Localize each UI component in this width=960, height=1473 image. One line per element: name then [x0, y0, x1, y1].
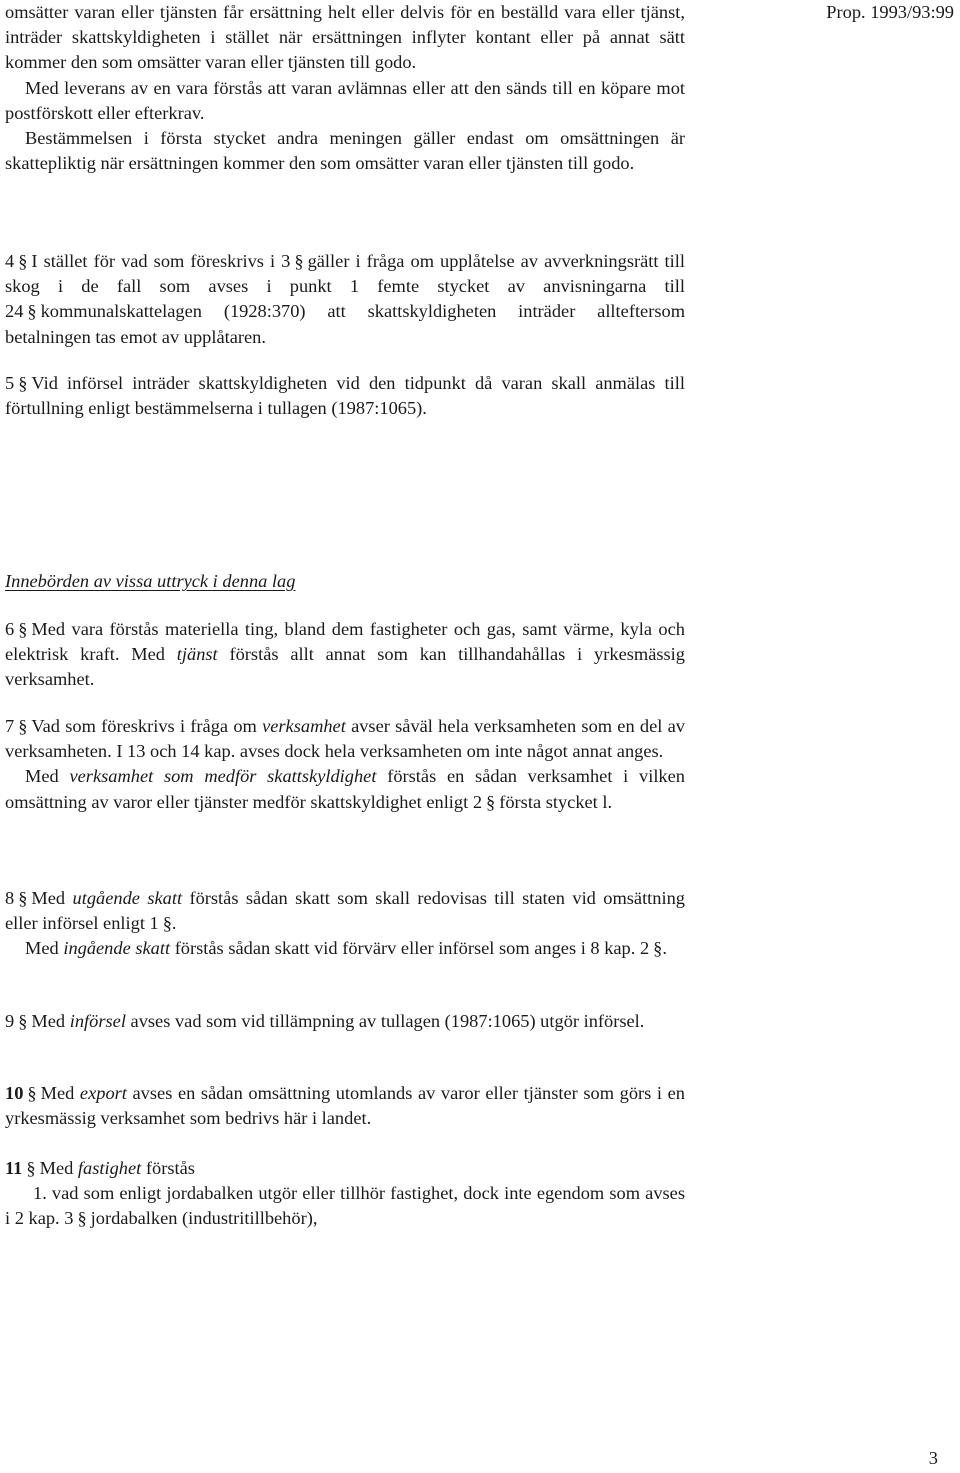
section-5 [5, 371, 685, 421]
section-number: 11 [5, 1158, 23, 1178]
section-symbol: § [27, 301, 37, 322]
text: avses en sådan omsättning utomlands av varor eller tjänster som görs i en yrkesmässig verksamhet som bedrivs här i landet. [5, 1083, 685, 1129]
text: I stället för vad som föreskrivs i 3 [31, 251, 291, 271]
section-number: 8 [5, 888, 15, 908]
section-number: 9 [5, 1011, 15, 1031]
text: Med [25, 938, 59, 959]
section-4 [5, 249, 685, 350]
section-number: 10 [5, 1083, 24, 1103]
text: Med vara förstås materiella ting, bland dem fastigheter och gas, samt värme, kyla och elektrisk kraft. Med [5, 619, 685, 665]
paragraph [5, 1009, 685, 1034]
section-symbol: § [77, 1208, 87, 1229]
paragraph [5, 714, 685, 764]
text: . [662, 938, 667, 959]
text: förstås allt annat som kan tillhandahållas i yrkesmässig verksamhet. [5, 644, 685, 690]
section-symbol: § [294, 251, 304, 271]
section-number: 7 [5, 716, 15, 736]
section-symbol: § [26, 1158, 36, 1178]
text: förstås sådan skatt som skall redovisas till staten vid omsättning eller införsel enligt 1 [5, 888, 685, 934]
section-symbol: § [18, 251, 28, 271]
section-11 [5, 1156, 685, 1232]
section-9 [5, 1009, 685, 1034]
defined-term: export [79, 1083, 127, 1103]
paragraph [5, 764, 685, 814]
section-symbol: § [18, 373, 28, 393]
paragraph [5, 1156, 685, 1181]
text: . [171, 913, 177, 934]
text: Vid införsel inträder skattskyldigheten vid den tidpunkt då varan skall anmälas till förtullning enligt bestämmelserna i tullagen (1987:1065). [5, 373, 685, 419]
text: förstås [145, 1158, 195, 1178]
paragraph: Med leverans av en vara förstås att varan avlämnas eller att den sänds till en köpare mot postförskott eller efterkrav. [5, 77, 685, 123]
section-number: 4 [5, 251, 15, 271]
defined-term: införsel [69, 1011, 126, 1031]
text: förstås sådan skatt vid förvärv eller införsel som anges i 8 kap. 2 [174, 938, 650, 959]
section-symbol: § [653, 938, 663, 959]
section-heading: Innebörden av vissa uttryck i denna lag [5, 571, 296, 591]
paragraph: omsätter varan eller tjänsten får ersättning helt eller delvis för en beställd vara eller tjänst, inträder skattskyldigheten i stället när ersättningen inflyter kontant eller på annat sätt kommer den som omsätter varan eller tjänsten till godo. [5, 2, 685, 73]
defined-term: fastighet [77, 1158, 142, 1178]
paragraph [5, 371, 685, 421]
section-symbol: § [18, 888, 28, 908]
section-symbol: § [486, 791, 496, 812]
defined-term: ingående skatt [63, 938, 171, 959]
continuation-text [5, 0, 685, 176]
section-6 [5, 617, 685, 693]
defined-term: tjänst [176, 644, 218, 665]
defined-term: utgående skatt [72, 888, 183, 908]
defined-term: verksamhet [262, 716, 346, 736]
section-symbol: § [18, 619, 28, 639]
list-item [5, 1181, 685, 1231]
section-symbol: § [27, 1083, 37, 1103]
text: Med [31, 888, 66, 908]
paragraph [5, 886, 685, 936]
section-symbol: § [162, 913, 172, 934]
page-number: 3 [928, 1448, 938, 1468]
page-reference: Prop. 1993/93:99 [826, 2, 954, 22]
section-number: 5 [5, 373, 15, 393]
section-number: 6 [5, 619, 15, 639]
paragraph [5, 249, 685, 350]
text: Vad som föreskrivs i fråga om [31, 716, 257, 736]
text: Med [31, 1011, 66, 1031]
text: första stycket l. [499, 791, 613, 812]
text: avser såväl hela verksamheten som en del av verksamheten. I 13 och 14 kap. avses dock hela verksamheten om inte något annat anges. [5, 716, 685, 762]
defined-term: verksamhet som medför skattskyldighet [69, 766, 377, 787]
text: 1. vad som enligt jordabalken utgör eller tillhör fastighet, dock inte egendom som avses i 2 kap. 3 [5, 1183, 685, 1229]
section-7 [5, 714, 685, 815]
section-symbol: § [18, 1011, 28, 1031]
text: kommunalskattelagen (1928:370) att skattskyldigheten inträder allteftersom betalningen tas emot av upplåtaren. [5, 301, 685, 347]
paragraph: Bestämmelsen i första stycket andra meningen gäller endast om omsättningen är skattepliktig när ersättningen kommer den som omsätter varan eller tjänsten till godo. [5, 128, 685, 174]
paragraph [5, 617, 685, 693]
text: Med [25, 766, 59, 787]
section-10 [5, 1081, 685, 1131]
text: avses vad som vid tillämpning av tullagen (1987:1065) utgör införsel. [130, 1011, 645, 1031]
section-symbol: § [18, 716, 28, 736]
text: Med [39, 1158, 74, 1178]
paragraph [5, 1081, 685, 1131]
text: Med [40, 1083, 75, 1103]
paragraph [5, 936, 685, 961]
section-8 [5, 886, 685, 962]
text: jordabalken (industritillbehör), [90, 1208, 318, 1229]
text: gäller i fråga om upplåtelse av avverkningsrätt till skog i de fall som avses i punkt 1 femte stycket av anvisningarna till 24 [5, 251, 685, 322]
text: förstås en sådan verksamhet i vilken omsättning av varor eller tjänster medför skattskyldighet enligt 2 [5, 766, 685, 812]
